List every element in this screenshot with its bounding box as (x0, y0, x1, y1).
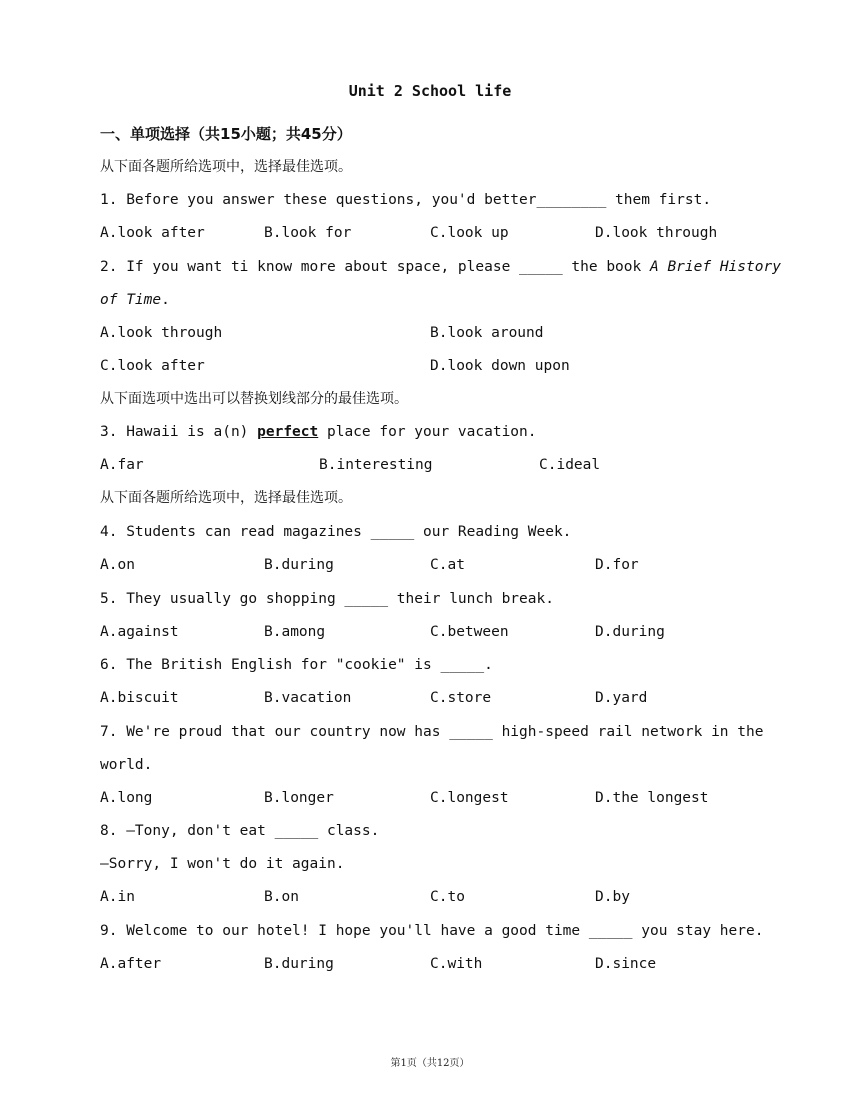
question-8-option-a: A.in (100, 889, 135, 905)
question-3-stem-end: place for your vacation. (318, 424, 537, 440)
question-3-option-c: C.ideal (539, 457, 601, 473)
question-4-option-d: D.for (595, 557, 639, 573)
question-2-option-c: C.look after (100, 358, 205, 374)
question-5-option-b: B.among (264, 624, 326, 640)
question-3-option-a: A.far (100, 457, 144, 473)
question-3-option-b: B.interesting (319, 457, 433, 473)
question-2-option-d: D.look down upon (430, 358, 570, 374)
question-3-stem-text: 3. Hawaii is a(n) (100, 424, 258, 440)
question-2-stem-end: . (161, 292, 170, 308)
question-4-stem: 4. Students can read magazines _____ our Reading Week. (100, 524, 572, 540)
question-1-stem: 1. Before you answer these questions, you'd better________ them first. (100, 192, 712, 208)
question-5-option-d: D.during (595, 624, 665, 640)
question-8-stem: 8. —Tony, don't eat _____ class. (100, 823, 380, 839)
question-5-option-c: C.between (430, 624, 509, 640)
question-1-option-b: B.look for (264, 225, 352, 241)
question-7-option-a: A.long (100, 790, 153, 806)
question-2-book-title-cont: of Time (100, 292, 162, 308)
question-4-option-c: C.at (430, 557, 465, 573)
question-2-stem-text: 2. If you want ti know more about space, please _____ the book (100, 259, 650, 275)
question-3-underlined-word: perfect (257, 424, 319, 440)
page-title: Unit 2 School life (348, 82, 512, 100)
question-1-option-a: A.look after (100, 225, 205, 241)
section-heading: 一、单项选择（共15小题；共45分） (100, 125, 352, 143)
question-2-stem (100, 257, 781, 277)
question-7-option-d: D.the longest (595, 790, 709, 806)
question-9-option-d: D.since (595, 956, 657, 972)
question-5-option-a: A.against (100, 624, 179, 640)
question-8-option-d: D.by (595, 889, 630, 905)
question-3-stem (100, 422, 537, 442)
question-2-option-a: A.look through (100, 325, 223, 341)
question-7-option-b: B.longer (264, 790, 334, 806)
instruction-text: 从下面各题所给选项中，选择最佳选项。 (100, 490, 352, 506)
question-7-stem: 7. We're proud that our country now has _____ high-speed rail network in the (100, 724, 764, 740)
question-5-stem: 5. They usually go shopping _____ their lunch break. (100, 591, 554, 607)
question-1-option-d: D.look through (595, 225, 718, 241)
question-8-option-b: B.on (264, 889, 299, 905)
question-2-book-title: A Brief History (649, 259, 781, 275)
question-8-stem-reply: —Sorry, I won't do it again. (100, 856, 345, 872)
question-7-option-c: C.longest (430, 790, 509, 806)
instruction-text: 从下面选项中选出可以替换划线部分的最佳选项。 (100, 391, 408, 407)
question-4-option-b: B.during (264, 557, 334, 573)
question-9-option-b: B.during (264, 956, 334, 972)
question-4-option-a: A.on (100, 557, 135, 573)
question-2-option-b: B.look around (430, 325, 544, 341)
question-6-stem: 6. The British English for "cookie" is _____. (100, 657, 493, 673)
question-6-option-c: C.store (430, 690, 492, 706)
question-9-stem: 9. Welcome to our hotel! I hope you'll have a good time _____ you stay here. (100, 923, 764, 939)
question-1-option-c: C.look up (430, 225, 509, 241)
page-footer: 第1页（共12页） (390, 1058, 470, 1069)
question-6-option-a: A.biscuit (100, 690, 179, 706)
question-8-option-c: C.to (430, 889, 465, 905)
question-6-option-b: B.vacation (264, 690, 352, 706)
instruction-text: 从下面各题所给选项中，选择最佳选项。 (100, 159, 352, 175)
question-2-stem-cont (100, 290, 170, 310)
question-9-option-c: C.with (430, 956, 483, 972)
question-7-stem-cont: world. (100, 757, 153, 773)
question-9-option-a: A.after (100, 956, 162, 972)
question-6-option-d: D.yard (595, 690, 648, 706)
